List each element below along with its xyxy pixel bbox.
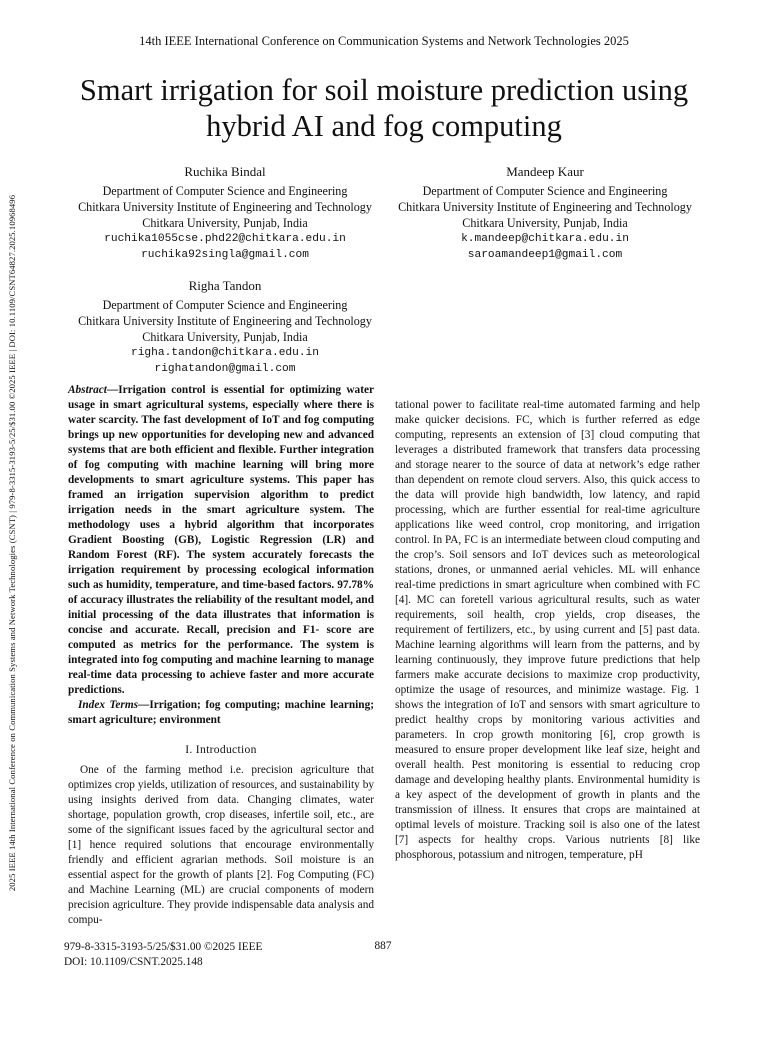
intro-paragraph: One of the farming method i.e. precision agriculture that optimizes crop yields, utilization of resources, and sustainability by using insights derived from data. Changing climates, water shortage, population growth, crop diseases, infertile soil, etc., are some of the significant issues faced by the agricultural sector and [1] hence required solutions that encourage environmentally friendly and efficient agrarian methods. Soil moisture is an essential aspect for the growth of plants [2]. Fog Computing (FC) and Machine Learning (ML) are crucial components of modern precision agriculture. They provide indispensable data analysis and compu- xyxy=(68,764,374,926)
author-name: Ruchika Bindal xyxy=(184,164,266,179)
abstract xyxy=(68,383,374,698)
index-terms xyxy=(68,698,374,728)
abstract-lead: Abstract xyxy=(68,384,107,396)
index-terms-lead: Index Terms xyxy=(78,699,139,711)
side-citation-note: 2025 IEEE 14th International Conference on Communication Systems and Network Technologies (CSNT) | 979-8-3315-3193-5/25/$31.00 ©2025 IEEE | DOI: 10.1109/CSNT64827.2025.10968496 xyxy=(7,194,17,892)
author-block-3 xyxy=(60,278,390,377)
footer-doi: DOI: 10.1109/CSNT.2025.148 xyxy=(64,956,203,968)
author-department: Department of Computer Science and Engineering xyxy=(102,298,348,312)
author-email: righa.tandon@chitkara.edu.in xyxy=(131,347,319,359)
conference-header: 14th IEEE International Conference on Communication Systems and Network Technologies 2025 xyxy=(139,34,629,48)
author-name: Righa Tandon xyxy=(188,278,262,293)
author-block-2 xyxy=(380,164,710,263)
author-university: Chitkara University, Punjab, India xyxy=(462,216,628,230)
left-column xyxy=(68,383,374,928)
author-email: ruchika1055cse.phd22@chitkara.edu.in xyxy=(104,233,346,245)
footer-publication-info xyxy=(64,940,262,970)
right-column xyxy=(395,398,700,863)
section-heading: I. Introduction xyxy=(185,743,257,756)
author-email: k.mandeep@chitkara.edu.in xyxy=(461,233,629,245)
index-terms-text: —Irrigation; fog computing; machine learning; smart agriculture; environment xyxy=(68,699,375,726)
intro-continuation: tational power to facilitate real-time automated farming and help make quicker decisions. FC, which is further referred as edge computing, represents an extension of [3] cloud computing that leverages a distributed framework that transfers data processing and storage nearer to the source of data at network’s edge rather than dependent on remote cloud servers. Also, this quick access to the data will provide high bandwidth, low latency, and rapid processing, which are further essential for real-time agriculture applications like weed control, crop monitoring, and irrigation control. In PA, FC is an intermediate between cloud computing and the crop’s. Soil sensors and IoT devices such as meteorological stations, drones, or unmanned aerial vehicles. ML will enhance real-time predictions in smart agriculture when combined with FC [4]. MC can foretell various agricultural results, such as water requirements, soil health, crop yields, crop diseases, the requirement of fertilizers, etc., by using current and [5] past data. Machine learning algorithms will learn from the patterns, and by learning continuously, they improve future predictions that help farmers make accurate decisions to maximize crop productivity, optimize the usage of resources, and minimize wastage. Fig. 1 shows the integration of IoT and sensors with smart agriculture to predict healthy crops by monitoring various activities and parameters. In crop growth monitoring [6], crop growth is measured to ensure proper development like leaf size, height and overall health. Pest monitoring is essential to reducing crop damage and developing healthy plants. Environmental humidity is a key aspect of the development of growth in plants and the transmission of illness. It ensures that crops are maintained at optimal levels of moisture. Tracking soil is also one of the latest [7] aspects for healthy crops. Various nutrients [8] like phosphorous, potassium and nitrogen, temperature, pH xyxy=(395,399,700,861)
abstract-text: —Irrigation control is essential for optimizing water usage in smart agricultural systems, especially where there is water scarcity. The fast development of IoT and fog computing brings up new opportunities for developing new and advanced systems that are both efficient and flexible. Further integration of fog computing with machine learning will bring more developments to smart agriculture systems. This paper has framed an irrigation supervision algorithm to predict irrigation needs in the smart agriculture system. The methodology uses a hybrid algorithm that incorporates Gradient Boosting (GB), Logistic Regression (LR) and Random Forest (RF). The system accurately forecasts the irrigation requirement by processing ecological information such as humidity, temperature, and time-based factors. 97.78% of accuracy illustrates the reliability of the resultant model, and initial processing of the data illustrates that information is concise and accurate. Recall, precision and F1- score are computed as metrics for the performance. The system is integrated into fog computing and machine learning to manage real-time data processing to achieve faster and more accurate predictions. xyxy=(68,384,374,696)
author-email-alt: righatandon@gmail.com xyxy=(154,363,296,375)
author-institute: Chitkara University Institute of Engineering and Technology xyxy=(78,314,372,328)
author-institute: Chitkara University Institute of Engineering and Technology xyxy=(78,200,372,214)
author-department: Department of Computer Science and Engineering xyxy=(102,184,348,198)
author-university: Chitkara University, Punjab, India xyxy=(142,216,308,230)
author-institute: Chitkara University Institute of Engineering and Technology xyxy=(398,200,692,214)
author-department: Department of Computer Science and Engineering xyxy=(422,184,668,198)
paper-title: Smart irrigation for soil moisture prediction using hybrid AI and fog computing xyxy=(79,73,689,143)
author-block-1 xyxy=(60,164,390,263)
author-email-alt: saroamandeep1@gmail.com xyxy=(467,249,623,261)
footer-isbn: 979-8-3315-3193-5/25/$31.00 ©2025 IEEE xyxy=(64,941,263,953)
page-number: 887 xyxy=(374,940,392,952)
author-email-alt: ruchika92singla@gmail.com xyxy=(141,249,309,261)
author-name: Mandeep Kaur xyxy=(506,164,584,179)
author-university: Chitkara University, Punjab, India xyxy=(142,330,308,344)
